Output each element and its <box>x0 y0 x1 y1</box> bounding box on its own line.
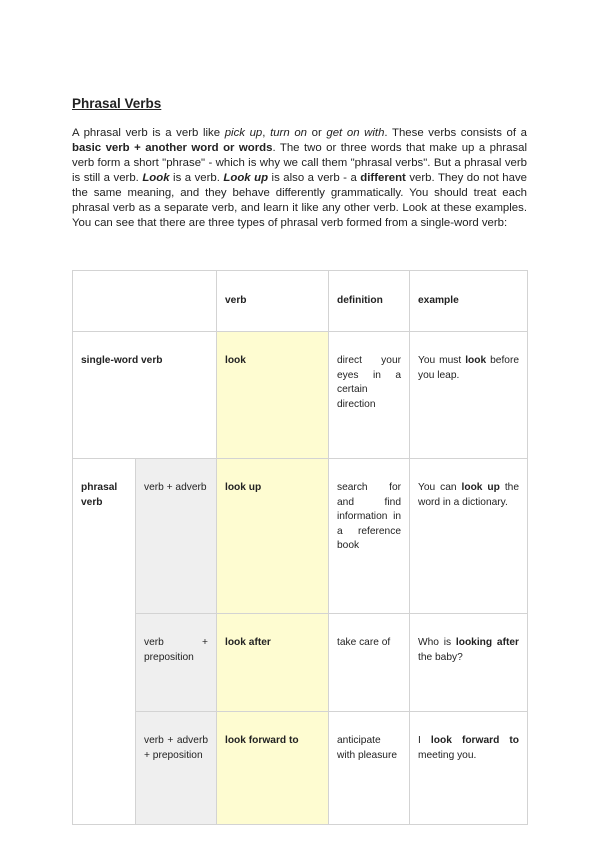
phrasal-verb-table <box>72 270 528 825</box>
header-definition: definition <box>329 271 410 332</box>
example-cell: You can look up the word in a dictionary. <box>410 459 528 614</box>
example-cell: Who is looking after the baby? <box>410 614 528 712</box>
different-emphasis: different <box>360 172 406 184</box>
verb-cell: look after <box>217 614 329 712</box>
look-up-emphasis: Look up <box>223 172 269 184</box>
example-turn-on: turn on <box>270 127 307 139</box>
table-row <box>73 332 528 459</box>
example-get-on-with: get on with <box>326 127 385 139</box>
header-example: example <box>410 271 528 332</box>
verb-cell: look up <box>217 459 329 614</box>
table-row <box>73 614 528 712</box>
definition-cell: search for and find information in a reference book <box>329 459 410 614</box>
verb-cell: look <box>217 332 329 459</box>
intro-paragraph: A phrasal verb is a verb like pick up, turn on or get on with. These verbs consists of a basic verb + another word or words. The two or three words that make up a phrasal verb form a short "phrase" - which is why we call them "phrasal verbs". But a phrasal verb is still a verb. Look is a verb. Look up is also a verb - a different verb. They do not have the same meaning, and they behave differently grammatically. You should treat each phrasal verb as a separate verb, and learn it like any other verb. Look at these examples. You can see that there are three types of phrasal verb formed from a single-word verb: <box>72 127 528 229</box>
definition-cell: direct your eyes in a certain direction <box>329 332 410 459</box>
header-blank <box>73 271 217 332</box>
header-verb: verb <box>217 271 329 332</box>
example-cell: You must look before you leap. <box>410 332 528 459</box>
page-title: Phrasal Verbs <box>72 96 162 111</box>
single-word-verb-label: single-word verb <box>73 332 217 459</box>
phrasal-verb-label: phrasal verb <box>73 459 136 825</box>
table-row <box>73 459 528 614</box>
definition-cell: anticipate with pleasure <box>329 712 410 825</box>
verb-type-cell: verb + preposition <box>136 614 217 712</box>
definition-cell: take care of <box>329 614 410 712</box>
example-cell: I look forward to meeting you. <box>410 712 528 825</box>
bold-definition: basic verb + another word or words <box>72 142 273 154</box>
verb-type-cell: verb + adverb + preposition <box>136 712 217 825</box>
table-row <box>73 712 528 825</box>
example-pick-up: pick up <box>224 127 263 139</box>
verb-cell: look forward to <box>217 712 329 825</box>
look-emphasis: Look <box>142 172 170 184</box>
header-row <box>73 271 528 332</box>
verb-type-cell: verb + adverb <box>136 459 217 614</box>
